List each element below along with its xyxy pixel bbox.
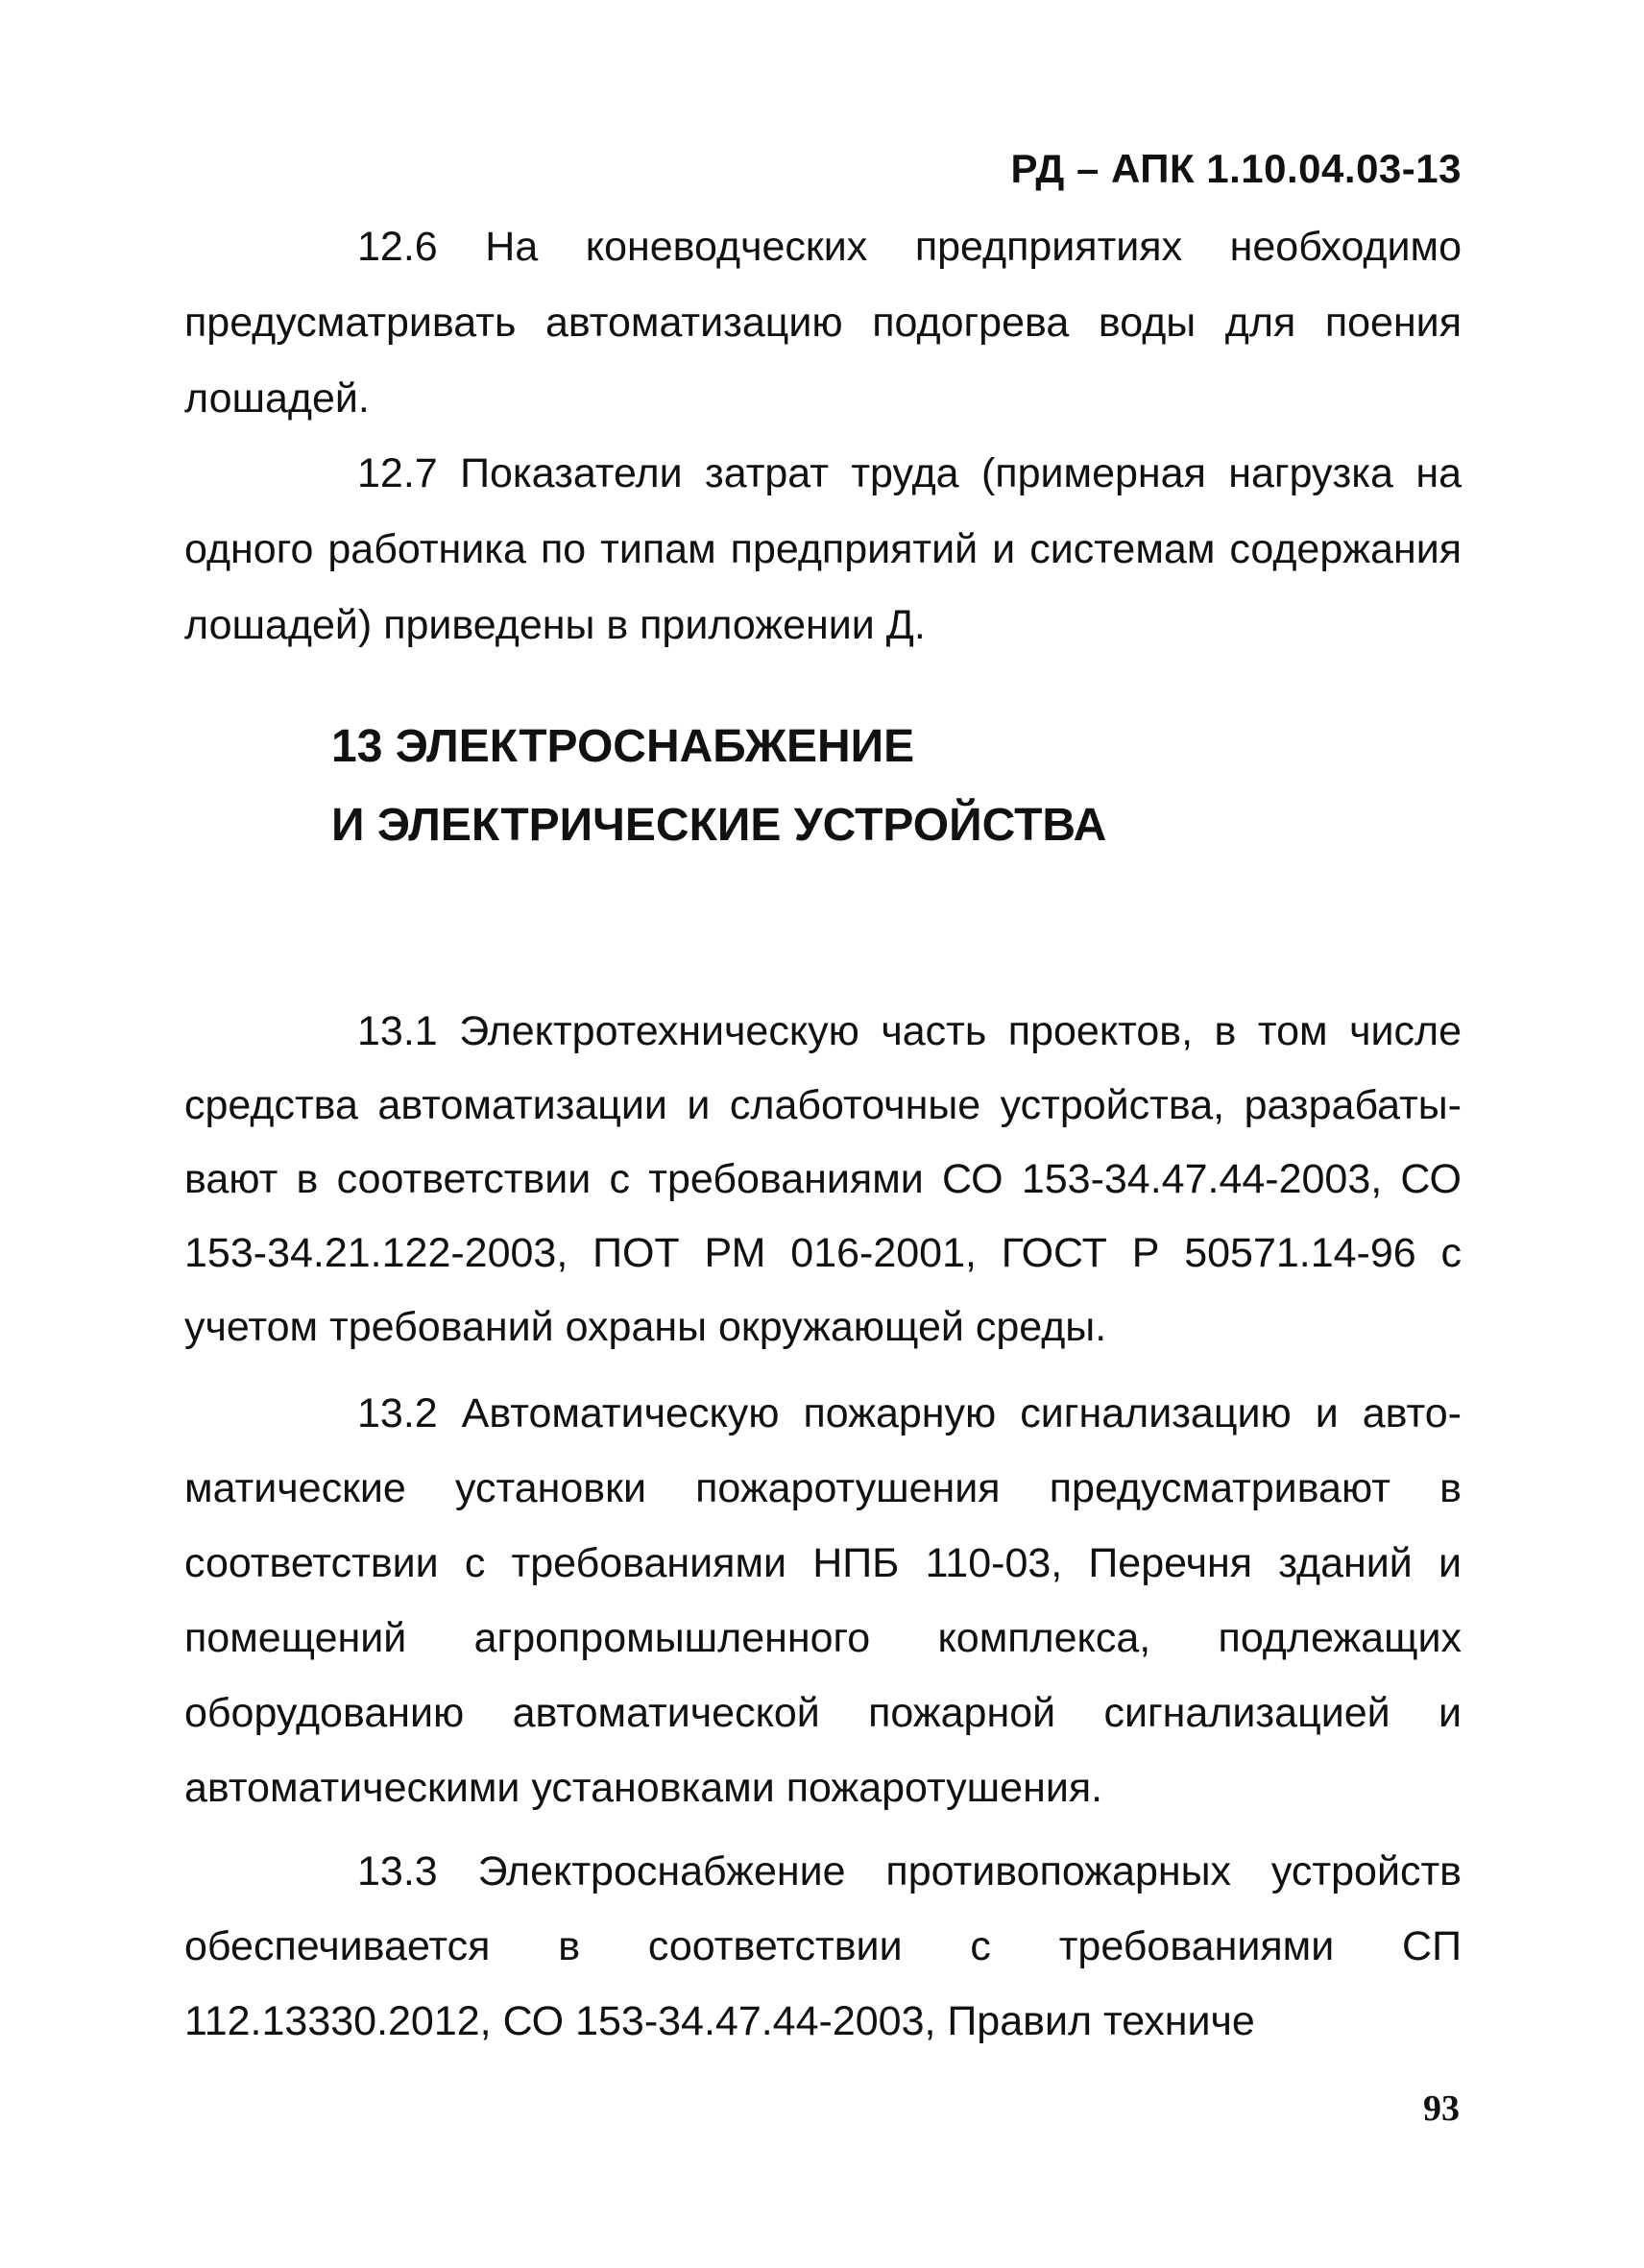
document-code: РД – АПК 1.10.04.03-13	[1010, 146, 1462, 191]
page-number: 93	[1423, 2088, 1460, 2129]
paragraph-12-6: 12.6 На коневодческих предприятиях необходимо предусматривать автоматизацию подогрева воды для поения лошадей.	[184, 224, 1462, 422]
paragraph-13-1: 13.1 Электротехническую часть проектов, в том числе средства автоматизации и слаботочные устройства, разрабатывают в соответствии с требованиями СО 153-34.47.44-2003, СО 153-34.21.122-2003, ПОТ РМ 016-2001, ГОСТ Р 50571.14-96 с учетом требований охраны окружающей среды.	[184, 1008, 1462, 1350]
paragraph-12-7: 12.7 Показатели затрат труда (примерная нагрузка на одного работника по типам предприятий и системам содержания лошадей) приведены в приложении Д.	[184, 450, 1462, 648]
paragraph-13-2: 13.2 Автоматическую пожарную сигнализацию и автоматические установки пожаротушения предусматривают в соответствии с требованиями НПБ 110-03, Перечня зданий и помещений агропромышленного комплекса, подлежащих оборудованию автоматической пожарной сигнализацией и автоматическими установками пожаротушения.	[184, 1390, 1462, 1811]
paragraph-13-3: 13.3 Электроснабжение противопожарных устройств обеспечивается в соответствии с требованиями СП 112.13330.2012, СО 153-34.47.44-2003, Правил техниче	[184, 1848, 1462, 2044]
section-title-line-2: И ЭЛЕКТРИЧЕСКИЕ УСТРОЙСТВА	[331, 800, 1107, 851]
section-title-line-1: 13 ЭЛЕКТРОСНАБЖЕНИЕ	[331, 721, 915, 772]
